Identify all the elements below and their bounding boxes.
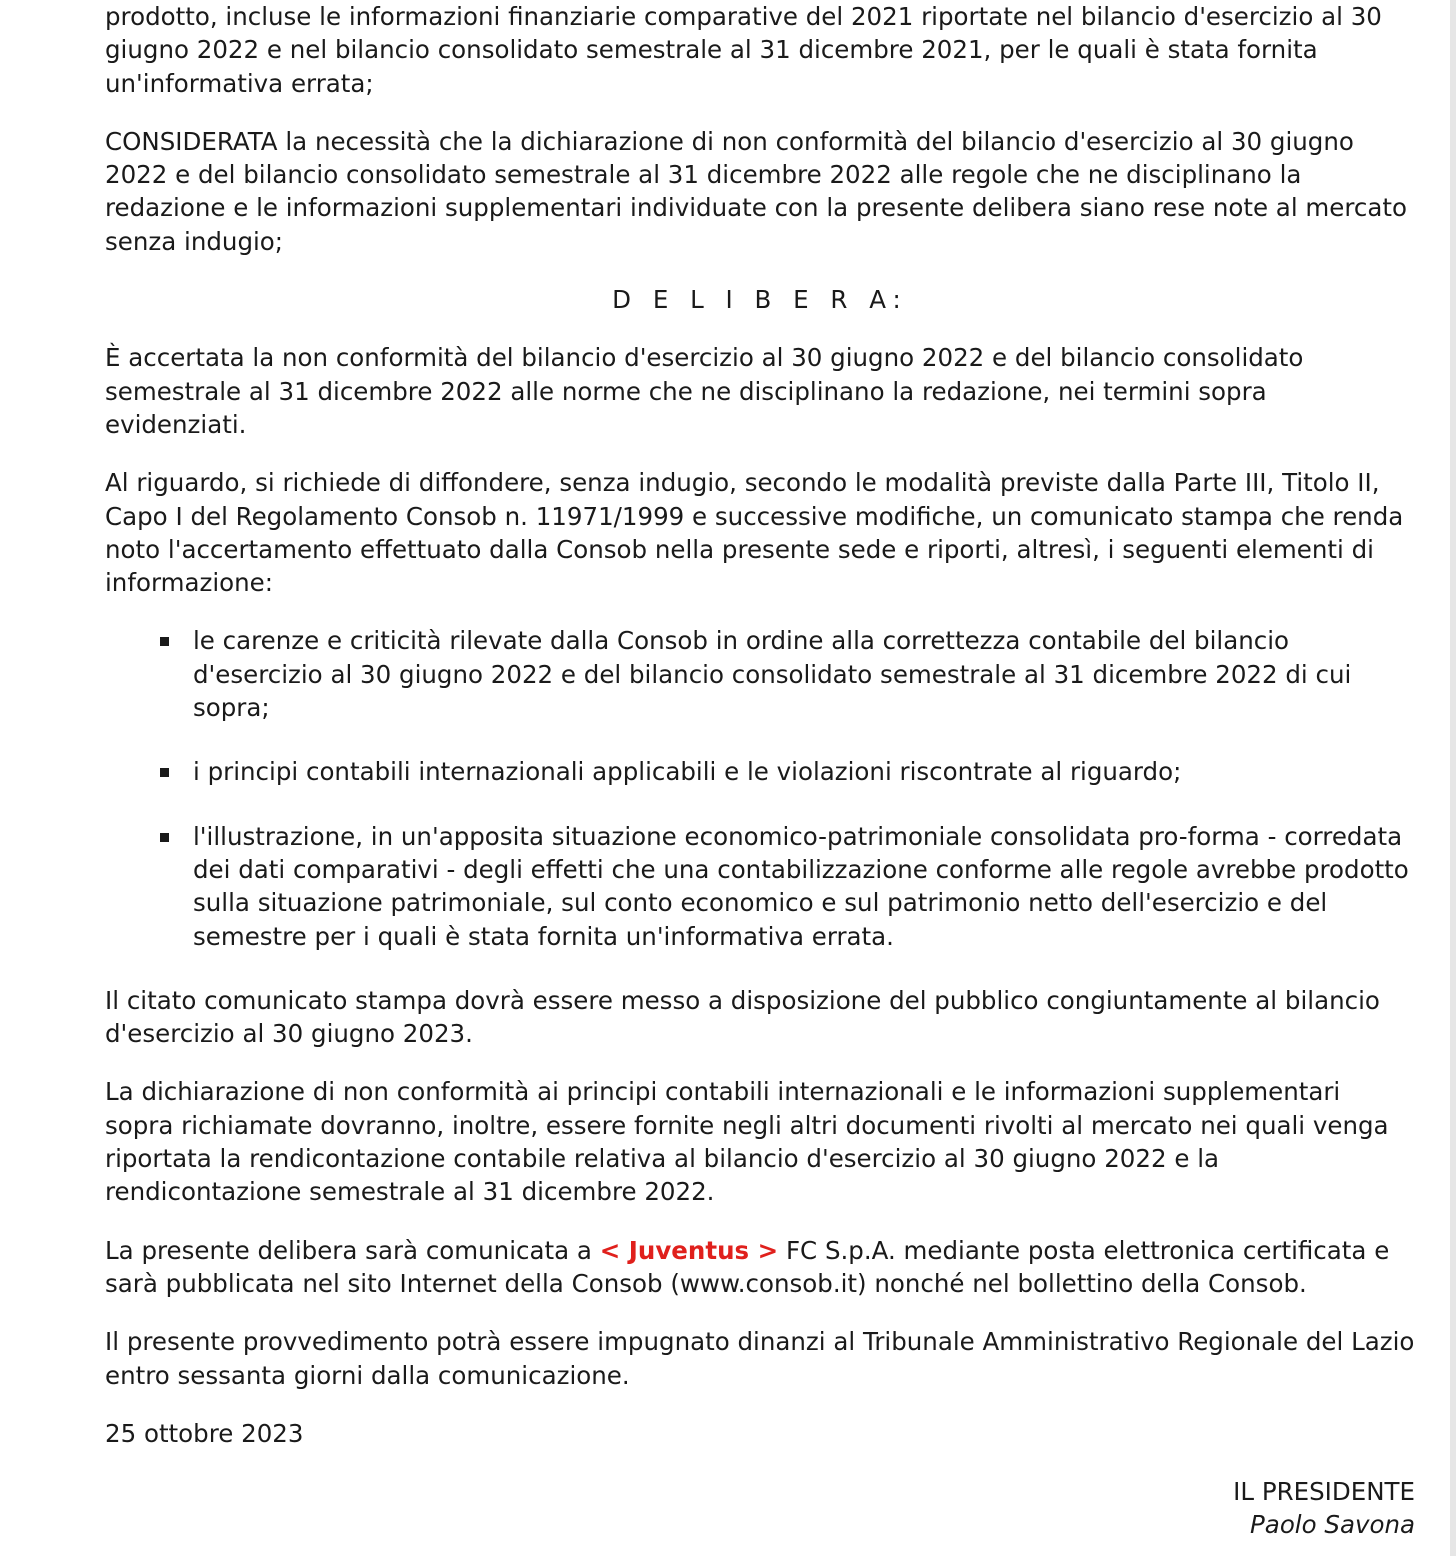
paragraph-considerata: CONSIDERATA la necessità che la dichiarazione di non conformità del bilancio d'esercizio al 30 giugno 2022 e del bilancio consolidato semestrale al 31 dicembre 2022 alle regole che ne disciplinano la redazione e le informazioni supplementari individuate con la presente delibera siano rese note al mercato senza indugio; [105, 126, 1407, 256]
paragraph-impugnazione: Il presente provvedimento potrà essere impugnato dinanzi al Tribunale Amministrativo Regionale del Lazio entro sessanta giorni dalla comunicazione. [105, 1327, 1415, 1390]
scrollbar[interactable] [1450, 0, 1456, 1556]
signature-block [105, 1475, 1415, 1542]
paragraph-al-riguardo: Al riguardo, si richiede di diffondere, senza indugio, secondo le modalità previste dalla Parte III, Titolo II, Capo I del Regolamento Consob n. 11971/1999 e successive modifiche, un comunicato stampa che renda noto l'accertamento effettuato dalla Consob nella presente sede e riporti, altresì, i seguenti elementi di informazione: [105, 468, 1404, 598]
square-bullet-icon [160, 637, 169, 646]
information-list [105, 624, 1415, 952]
paragraph-dichiarazione: La dichiarazione di non conformità ai principi contabili internazionali e le informazioni supplementari sopra richiamate dovranno, inoltre, essere fornite negli altri documenti rivolti al mercato nei quali venga riportata la rendicontazione contabile relativa al bilancio d'esercizio al 30 giugno 2022 e la rendicontazione semestrale al 31 dicembre 2022. [105, 1077, 1389, 1207]
list-item-text: le carenze e criticità rilevate dalla Consob in ordine alla correttezza contabile del bilancio d'esercizio al 30 giugno 2022 e del bilancio consolidato semestrale al 31 dicembre 2022 di cui sopra; [193, 626, 1352, 723]
document-page [105, 0, 1415, 1542]
list-item [105, 624, 1415, 724]
list-item [105, 820, 1415, 953]
signature-name: Paolo Savona [1250, 1510, 1415, 1540]
paragraph-comunicazione [105, 1234, 1415, 1301]
delibera-heading: D E L I B E R A: [612, 285, 908, 315]
signature-title: IL PRESIDENTE [1233, 1477, 1415, 1507]
paragraph-text-after: FC S.p.A. mediante posta elettronica certificata e sarà pubblicata nel sito Internet della Consob (www.consob.it) nonché nel bollettino della Consob. [105, 1235, 1390, 1298]
list-item [105, 755, 1415, 788]
company-name-highlight: < Juventus > [599, 1235, 779, 1265]
paragraph-text-before: La presente delibera sarà comunicata a [105, 1235, 600, 1265]
list-item-text: i principi contabili internazionali applicabili e le violazioni riscontrate al riguardo; [193, 757, 1182, 787]
paragraph-accertata: È accertata la non conformità del bilancio d'esercizio al 30 giugno 2022 e del bilancio consolidato semestrale al 31 dicembre 2022 alle norme che ne disciplinano la redazione, nei termini sopra evidenziati. [105, 343, 1304, 439]
square-bullet-icon [160, 768, 169, 777]
paragraph-continuation: prodotto, incluse le informazioni finanziarie comparative del 2021 riportate nel bilancio d'esercizio al 30 giugno 2022 e nel bilancio consolidato semestrale al 31 dicembre 2021, per le quali è stata fornita un'informativa errata; [105, 2, 1382, 98]
square-bullet-icon [160, 833, 169, 842]
list-item-text: l'illustrazione, in un'apposita situazione economico-patrimoniale consolidata pro-forma - corredata dei dati comparativi - degli effetti che una contabilizzazione conforme alle regole avrebbe prodotto sulla situazione patrimoniale, sul conto economico e sul patrimonio netto dell'esercizio e del semestre per i quali è stata fornita un'informativa errata. [193, 821, 1409, 951]
paragraph-comunicato: Il citato comunicato stampa dovrà essere messo a disposizione del pubblico congiuntamente al bilancio d'esercizio al 30 giugno 2023. [105, 985, 1380, 1049]
document-date: 25 ottobre 2023 [105, 1418, 304, 1448]
